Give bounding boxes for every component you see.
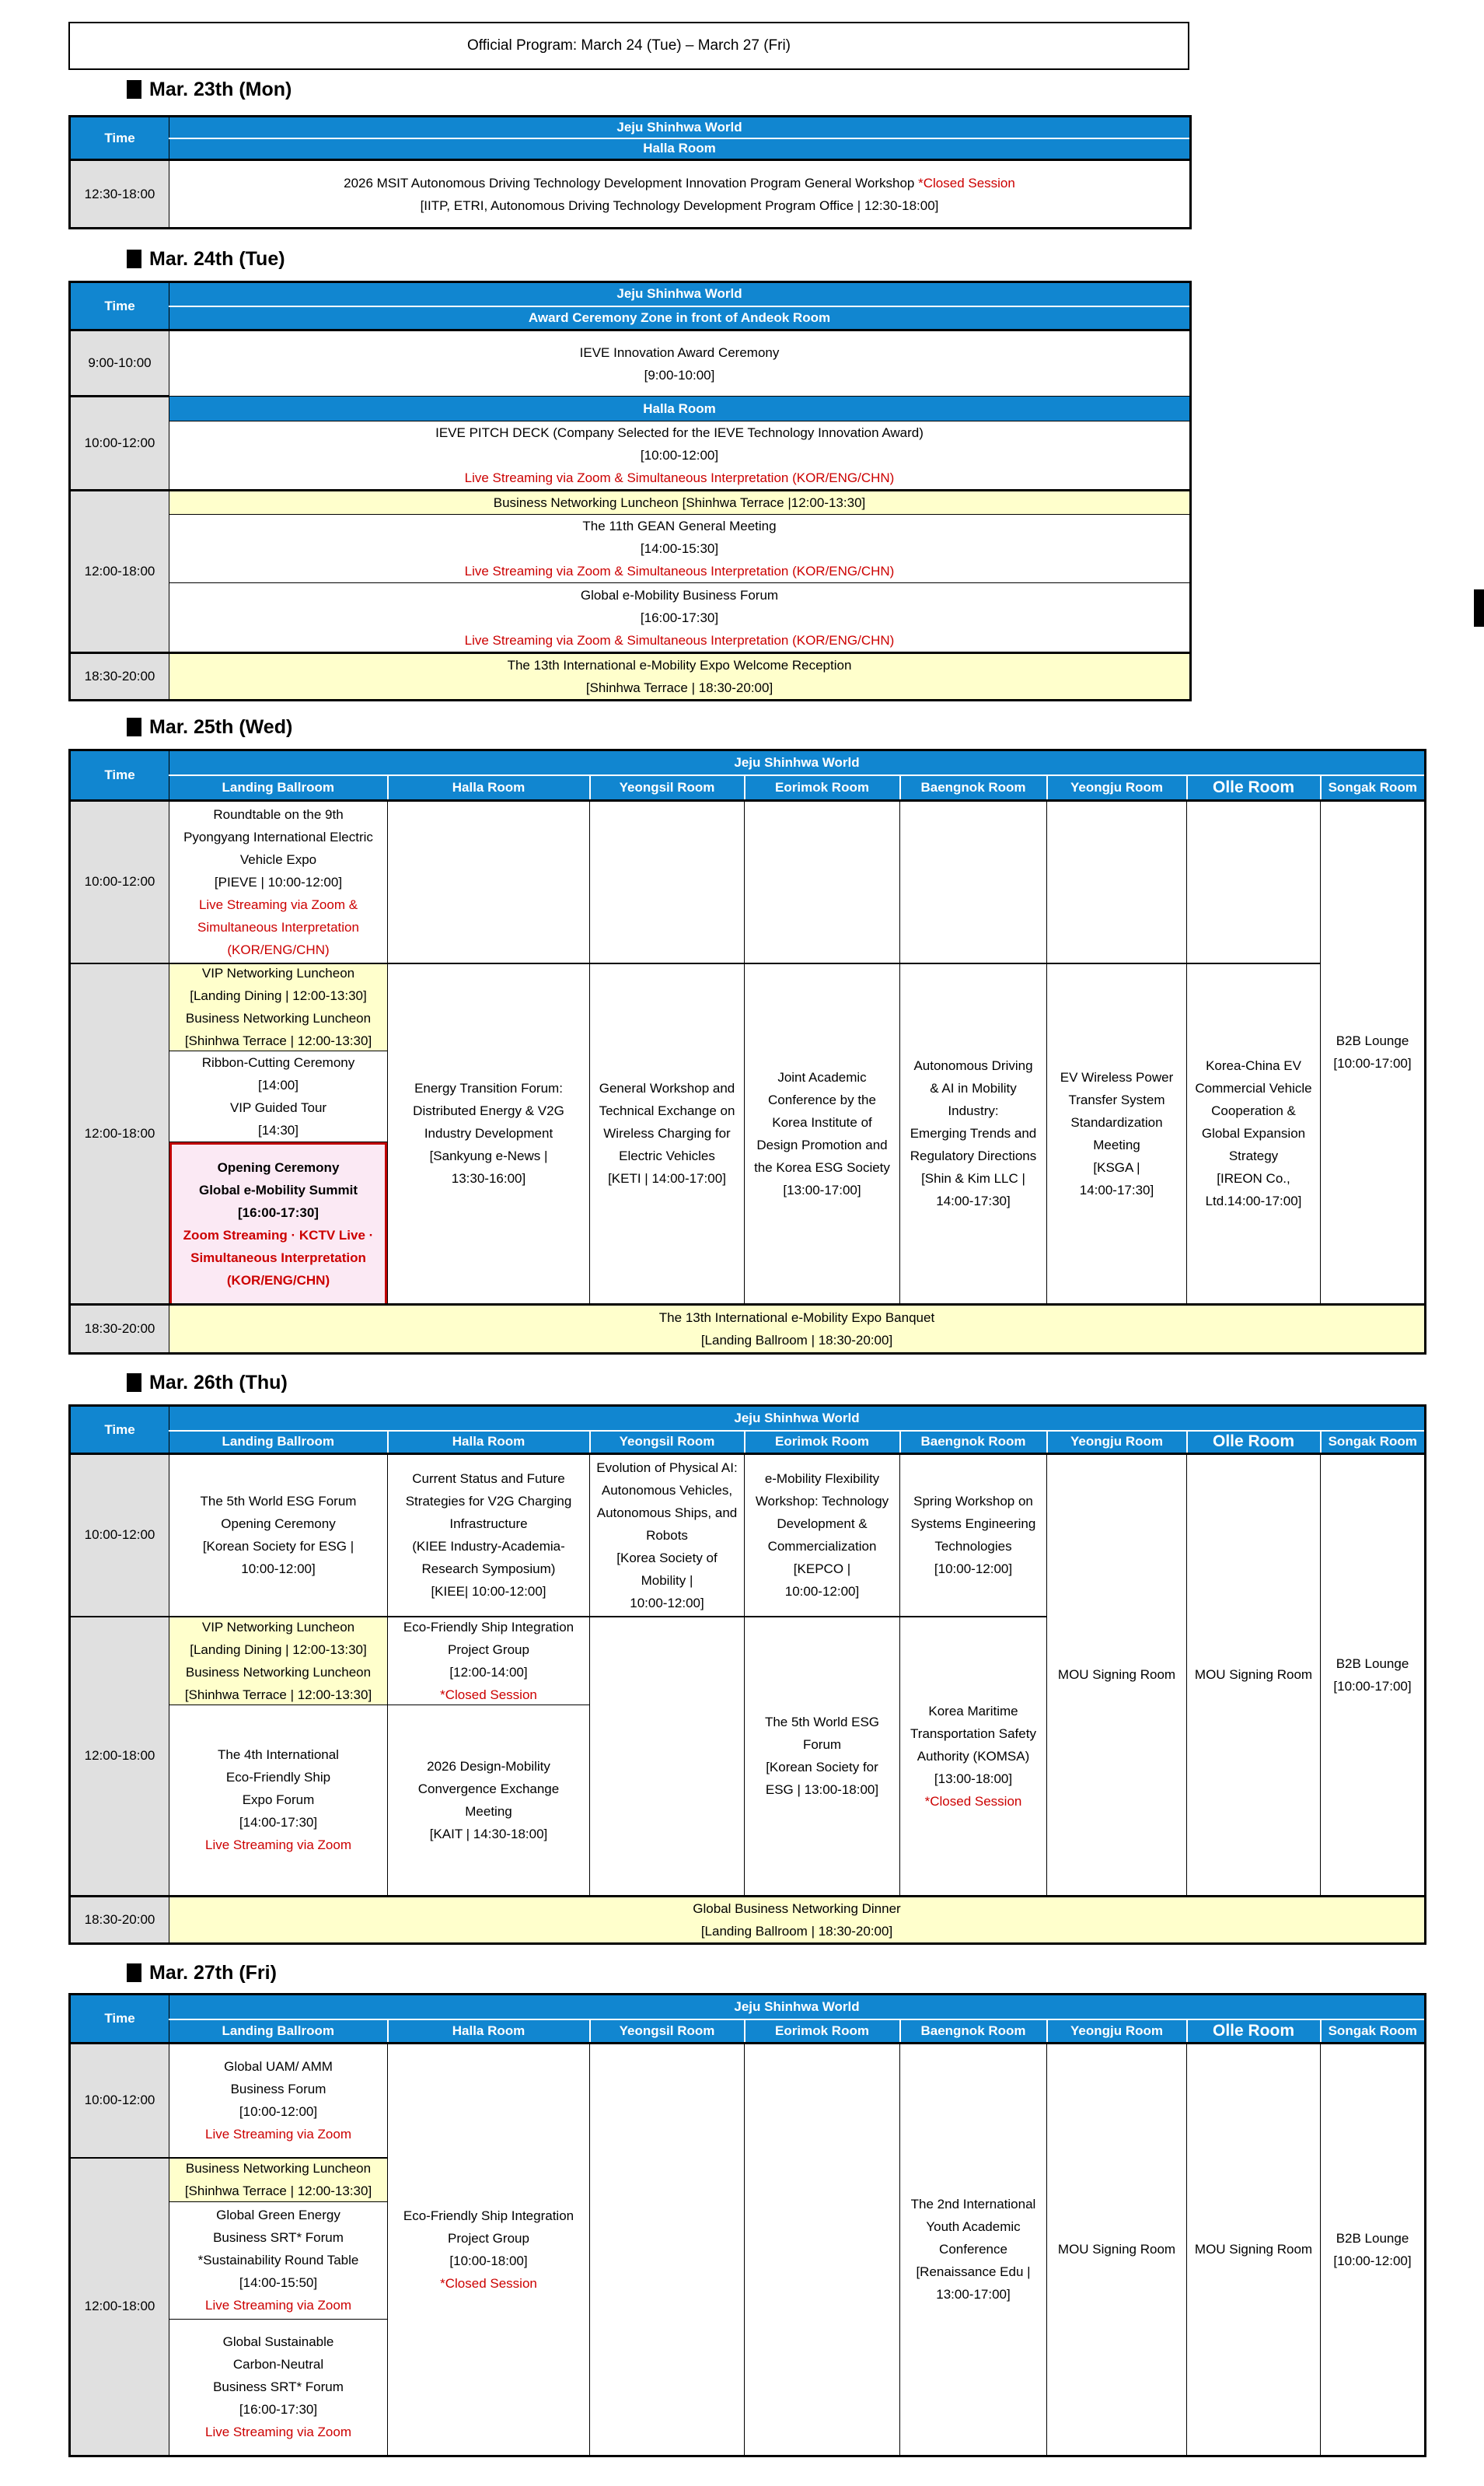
empty-cell <box>1187 801 1321 963</box>
text-line: MOU Signing Room <box>1057 2242 1176 2257</box>
text-line: Commercialization <box>767 1539 877 1554</box>
room-header-yeongsil: Yeongsil Room <box>590 2019 745 2044</box>
event-cell-b2b-lounge <box>1321 801 1426 1305</box>
text-line: e-Mobility Flexibility <box>764 1471 880 1487</box>
venue-header: Jeju Shinhwa World <box>169 282 1191 306</box>
time-column-header: Time <box>70 282 169 330</box>
halla-room-stack <box>388 1617 590 1897</box>
event-cell-eco-ship-expo-forum <box>169 1705 387 1895</box>
text-line: [10:00-12:00] <box>1333 2253 1412 2268</box>
text-line: Electric Vehicles <box>619 1149 715 1163</box>
text-line: Opening Ceremony <box>221 1516 336 1532</box>
text-line: [KSGA | <box>1093 1159 1140 1175</box>
time-cell: 12:00-18:00 <box>70 963 169 1305</box>
text-line: The 13th International e-Mobility Expo Banquet <box>658 1309 935 1325</box>
room-header-landing: Landing Ballroom <box>169 775 388 801</box>
venue-header: Jeju Shinhwa World <box>169 117 1191 138</box>
text-line: the Korea ESG Society <box>754 1159 890 1175</box>
text-line: Project Group <box>448 1642 529 1657</box>
text-line: [Sankyung e-News | <box>429 1149 548 1163</box>
room-header-songak: Songak Room <box>1321 2019 1426 2044</box>
time-cell: 10:00-12:00 <box>70 801 169 963</box>
venue-header: Jeju Shinhwa World <box>169 750 1426 775</box>
room-header-halla: Halla Room <box>388 775 590 801</box>
event-cell-ribbon-cutting <box>169 1051 387 1142</box>
text-line: [KAIT | 14:30-18:00] <box>429 1826 548 1841</box>
landing-ballroom-stack <box>169 2158 388 2456</box>
text-line: [10:00-17:00] <box>1333 1678 1412 1694</box>
text-line: [10:00-18:00] <box>449 2253 528 2268</box>
empty-cell <box>388 801 590 963</box>
text-line: The 4th International <box>218 1747 339 1762</box>
text-line: Autonomous Ships, and <box>596 1505 738 1520</box>
text-line: [14:30] <box>258 1122 299 1138</box>
room-header-eorimok: Eorimok Room <box>745 775 900 801</box>
text-line: Joint Academic <box>777 1069 867 1085</box>
event-cell-korea-china-ev <box>1187 963 1321 1305</box>
text-line: Cooperation & <box>1211 1103 1296 1118</box>
text-line: The 11th GEAN General Meeting <box>582 519 777 533</box>
text-line: [14:00-15:30] <box>640 541 719 556</box>
text-line: Korea-China EV <box>1206 1058 1301 1073</box>
event-cell-wireless-charging-workshop <box>590 963 745 1305</box>
text-line: Regulatory Directions <box>910 1149 1037 1163</box>
text-line: Simultaneous Interpretation <box>190 1250 366 1265</box>
square-bullet-icon <box>127 718 141 736</box>
text-line: Transfer System <box>1068 1092 1165 1107</box>
text-line: Development & <box>777 1516 868 1532</box>
event-cell-opening-ceremony <box>169 1142 387 1303</box>
event-cell-v2g-charging-status <box>388 1454 590 1617</box>
text-line: [IITP, ETRI, Autonomous Driving Technology Development Program Office | 12:30-18:00] <box>420 198 939 213</box>
text-line: Distributed Energy & V2G <box>413 1103 564 1118</box>
text-line: Live Streaming via Zoom & Simultaneous Interpretation (KOR/ENG/CHN) <box>464 470 895 485</box>
time-cell: 10:00-12:00 <box>70 2044 169 2158</box>
text-line: Conference <box>939 2242 1007 2257</box>
text-line: ESG | 13:00-18:00] <box>765 1782 879 1797</box>
text-line: Live Streaming via Zoom <box>204 2425 352 2439</box>
room-header-olle: Olle Room <box>1187 775 1321 801</box>
time-cell: 12:00-18:00 <box>70 491 169 653</box>
text-line: Project Group <box>448 2230 529 2246</box>
event-cell-emobility-flexibility <box>745 1454 900 1617</box>
text-line: IEVE PITCH DECK (Company Selected for the IEVE Technology Innovation Award) <box>435 425 924 440</box>
text-line: MOU Signing Room <box>1194 2242 1313 2257</box>
text-line: Live Streaming via Zoom <box>204 2127 352 2142</box>
text-line: [KETI | 14:00-17:00] <box>608 1171 726 1186</box>
room-header-halla: Halla Room <box>388 2019 590 2044</box>
text-line: Simultaneous Interpretation <box>197 919 359 935</box>
text-line: B2B Lounge <box>1336 1656 1409 1671</box>
room-header-landing: Landing Ballroom <box>169 2019 388 2044</box>
text-line: [Landing Dining | 12:00-13:30] <box>190 988 367 1003</box>
text-line: [10:00-12:00] <box>934 1561 1013 1577</box>
text-line: *Sustainability Round Table <box>197 2253 359 2267</box>
text-line: Evolution of Physical AI: <box>596 1460 738 1475</box>
text-line: Business SRT* Forum <box>213 2379 344 2394</box>
room-header-yeongju: Yeongju Room <box>1047 2019 1187 2044</box>
event-cell-youth-academic-conference <box>900 2044 1047 2456</box>
event-cell-mou-signing-olle <box>1187 1454 1321 1897</box>
text-line: Transportation Safety <box>910 1726 1036 1741</box>
day-heading-mar25 <box>127 715 292 739</box>
text-line: Global UAM/ AMM <box>224 2059 333 2075</box>
text-line: [KEPCO | <box>793 1561 851 1577</box>
text-line: Autonomous Vehicles, <box>601 1482 733 1498</box>
text-line: [PIEVE | 10:00-12:00] <box>214 874 343 890</box>
event-cell-esg-forum-opening <box>169 1454 388 1617</box>
text-line: Meeting <box>465 1803 512 1819</box>
time-column-header: Time <box>70 750 169 801</box>
text-line: General Workshop and <box>599 1081 735 1096</box>
text-line: *Closed Session <box>440 1687 537 1702</box>
text-line: Infrastructure <box>449 1516 528 1532</box>
text-line: & AI in Mobility <box>930 1081 1017 1096</box>
event-cell-green-energy-srt-forum <box>169 2202 387 2320</box>
text-line: 14:00-17:30] <box>1079 1182 1154 1198</box>
event-cell-mou-signing-olle <box>1187 2044 1321 2456</box>
event-cell-energy-transition-forum <box>388 963 590 1305</box>
event-cell-networking-luncheon <box>169 2159 387 2202</box>
room-header-yeongsil: Yeongsil Room <box>590 1431 745 1454</box>
text-line: Systems Engineering <box>910 1516 1036 1532</box>
text-line: Global Expansion <box>1201 1126 1306 1141</box>
room-header-baengnok: Baengnok Room <box>900 2019 1047 2044</box>
text-line: Convergence Exchange <box>417 1781 560 1796</box>
time-column-header: Time <box>70 1406 169 1454</box>
text-line: Youth Academic <box>926 2219 1021 2235</box>
text-line: Research Symposium) <box>421 1561 556 1577</box>
text-line: Current Status and Future <box>412 1471 565 1487</box>
time-cell: 18:30-20:00 <box>70 653 169 701</box>
schedule-table-mar25 <box>68 749 1426 1355</box>
text-line: Carbon-Neutral <box>232 2357 324 2372</box>
text-line: [Korea Society of <box>616 1550 718 1565</box>
room-header-eorimok: Eorimok Room <box>745 1431 900 1454</box>
text-line: 10:00-12:00] <box>784 1584 860 1600</box>
text-line: [Landing Ballroom | 18:30-20:00] <box>700 1332 893 1348</box>
text-line: 14:00-17:30] <box>936 1194 1011 1208</box>
text-line: MOU Signing Room <box>1057 1667 1176 1683</box>
text-line: Strategy <box>1228 1149 1279 1163</box>
text-line: VIP Networking Luncheon <box>201 966 355 981</box>
text-line: [10:00-17:00] <box>1333 1056 1412 1072</box>
text-line: Eco-Friendly Ship Integration <box>403 2208 574 2223</box>
event-cell-world-esg-forum <box>745 1617 900 1897</box>
text-line: MOU Signing Room <box>1194 1667 1313 1683</box>
event-cell-autonomous-driving-ai <box>900 963 1047 1305</box>
text-line: Design Promotion and <box>756 1137 888 1152</box>
text-line: [9:00-10:00] <box>644 367 715 383</box>
time-cell: 10:00-12:00 <box>70 1454 169 1617</box>
time-cell: 12:00-18:00 <box>70 1617 169 1897</box>
schedule-table-mar27 <box>68 1993 1426 2457</box>
event-cell-emobility-business-forum <box>169 583 1191 653</box>
time-cell: 10:00-12:00 <box>70 397 169 491</box>
text-line: The 5th World ESG Forum <box>200 1494 357 1509</box>
text-line: Strategies for V2G Charging <box>405 1494 572 1509</box>
text-line: Forum <box>802 1737 842 1752</box>
room-header-yeongju: Yeongju Room <box>1047 1431 1187 1454</box>
text-line: B2B Lounge <box>1336 2230 1409 2246</box>
text-line: Workshop: Technology <box>755 1494 889 1509</box>
text-line: The 2nd International <box>910 2197 1036 2212</box>
day-heading-text: Mar. 23th (Mon) <box>149 78 292 100</box>
text-line: Eco-Friendly Ship Integration <box>403 1619 574 1635</box>
day-heading-mar27 <box>127 1961 277 1984</box>
room-header-yeongsil: Yeongsil Room <box>590 775 745 801</box>
text-line: [Landing Dining | 12:00-13:30] <box>190 1642 367 1657</box>
text-line: EV Wireless Power <box>1060 1069 1174 1085</box>
event-cell-eco-ship-project-group <box>388 2044 590 2456</box>
text-line: Emerging Trends and <box>910 1126 1037 1141</box>
text-line: B2B Lounge <box>1336 1033 1409 1049</box>
square-bullet-icon <box>127 1963 141 1982</box>
text-line: The 5th World ESG <box>764 1715 880 1729</box>
text-line: Live Streaming via Zoom & Simultaneous Interpretation (KOR/ENG/CHN) <box>464 564 895 579</box>
text-line: Business Forum <box>230 2082 326 2097</box>
room-band-halla: Halla Room <box>169 397 1191 421</box>
schedule-table-mar26 <box>68 1404 1426 1945</box>
text-line: Commercial Vehicle <box>1195 1081 1312 1096</box>
text-line: (KIEE Industry-Academia- <box>412 1539 565 1554</box>
text-line: Live Streaming via Zoom & <box>198 897 358 912</box>
text-line: 10:00-12:00] <box>630 1595 704 1610</box>
text-line: [16:00-17:30] <box>239 2402 318 2417</box>
text-line: Vehicle Expo <box>239 851 317 867</box>
schedule-table-mar24 <box>68 281 1192 701</box>
text-line: Mobility | <box>641 1572 693 1588</box>
text-line: Global Green Energy <box>216 2208 340 2222</box>
text-line: *Closed Session <box>440 2275 537 2291</box>
text-line: [IREON Co., <box>1217 1171 1290 1186</box>
text-line: [16:00-17:30] <box>640 610 719 625</box>
time-cell: 12:00-18:00 <box>70 2158 169 2456</box>
text-line: [KIEE| 10:00-12:00] <box>431 1584 546 1600</box>
text-line: Technical Exchange on <box>599 1103 735 1118</box>
event-cell-komsa <box>900 1617 1047 1897</box>
landing-ballroom-stack <box>169 963 388 1305</box>
text-line: Global e-Mobility Summit <box>198 1182 358 1198</box>
screen-edge-artifact <box>1474 589 1484 627</box>
day-heading-mar26 <box>127 1371 288 1394</box>
event-cell-systems-engineering-workshop <box>900 1454 1047 1617</box>
text-line: Industry Development <box>424 1126 553 1141</box>
text-line: IEVE Innovation Award Ceremony <box>579 344 780 360</box>
room-header-eorimok: Eorimok Room <box>745 2019 900 2044</box>
event-cell-msit-workshop <box>169 160 1191 229</box>
text-line: Autonomous Driving <box>913 1058 1033 1073</box>
room-header-baengnok: Baengnok Room <box>900 1431 1047 1454</box>
text-line: [Shinhwa Terrace | 12:00-13:30] <box>184 1687 372 1702</box>
text-line: [Landing Ballroom | 18:30-20:00] <box>700 1923 893 1939</box>
text-line: [14:00] <box>258 1077 299 1093</box>
text-line: Authority (KOMSA) <box>917 1748 1030 1764</box>
time-cell: 9:00-10:00 <box>70 330 169 397</box>
text-line: [13:00-17:00] <box>783 1182 861 1198</box>
empty-cell <box>590 2044 745 2456</box>
empty-cell <box>590 801 745 963</box>
text-line: 13:00-17:00] <box>936 2287 1011 2302</box>
event-cell-vip-luncheon <box>169 964 387 1051</box>
text-line: Technologies <box>934 1539 1012 1554</box>
text-line: 10:00-12:00] <box>241 1561 316 1577</box>
text-line: Pyongyang International Electric <box>183 829 373 844</box>
event-cell-ev-wireless-power <box>1047 963 1187 1305</box>
text-line: Opening Ceremony <box>217 1159 340 1175</box>
day-heading-text: Mar. 27th (Fri) <box>149 1961 277 1984</box>
text-line: Spring Workshop on <box>913 1494 1033 1509</box>
empty-cell <box>590 1617 745 1897</box>
text-line: Korea Maritime <box>928 1703 1018 1719</box>
day-heading-text: Mar. 26th (Thu) <box>149 1371 288 1393</box>
event-cell-vip-luncheon <box>169 1617 387 1705</box>
official-program-banner <box>68 22 1189 70</box>
day-heading-mar23 <box>127 78 292 101</box>
text-line: [14:00-17:30] <box>239 1815 318 1830</box>
event-cell-joint-academic-conference <box>745 963 900 1305</box>
event-cell-b2b-lounge <box>1321 2044 1426 2456</box>
text-line: *Closed Session <box>924 1793 1022 1809</box>
event-cell-networking-luncheon <box>169 491 1191 515</box>
text-line <box>171 172 1188 194</box>
day-heading-text: Mar. 24th (Tue) <box>149 247 285 270</box>
schedule-table-mar23 <box>68 115 1192 229</box>
text-segment: *Closed Session <box>918 175 1015 191</box>
text-line: [Shin & Kim LLC | <box>921 1171 1025 1186</box>
zone-header-award-ceremony: Award Ceremony Zone in front of Andeok Room <box>169 306 1191 330</box>
text-line: Business Networking Luncheon <box>185 2161 372 2176</box>
text-line: [10:00-12:00] <box>239 2104 318 2120</box>
text-line: [Shinhwa Terrace | 12:00-13:30] <box>184 1033 372 1048</box>
text-line: (KOR/ENG/CHN) <box>227 942 330 957</box>
event-cell-eco-ship-project-group <box>388 1617 589 1705</box>
event-cell-mou-signing-yeongju <box>1047 2044 1187 2456</box>
text-line: Roundtable on the 9th <box>213 806 344 822</box>
text-line: [Korean Society for <box>766 1760 878 1774</box>
text-line: [16:00-17:30] <box>238 1205 319 1220</box>
text-line: [12:00-14:00] <box>449 1664 528 1680</box>
room-header-baengnok: Baengnok Room <box>900 775 1047 801</box>
event-cell-welcome-reception <box>169 653 1191 701</box>
text-line: Live Streaming via Zoom <box>204 1837 352 1852</box>
event-cell-uam-amm-forum <box>169 2044 388 2158</box>
text-line: Ltd.14:00-17:00] <box>1205 1194 1302 1208</box>
text-line: Eco-Friendly Ship <box>225 1770 331 1785</box>
time-column-header: Time <box>70 117 169 160</box>
text-line: Live Streaming via Zoom <box>204 2298 352 2313</box>
venue-header: Jeju Shinhwa World <box>169 1995 1426 2019</box>
square-bullet-icon <box>127 80 141 99</box>
text-line: Zoom Streaming · KCTV Live · <box>183 1227 374 1243</box>
text-line: [Shinhwa Terrace | 12:00-13:30] <box>184 2184 372 2198</box>
text-line: (KOR/ENG/CHN) <box>226 1272 330 1288</box>
event-cell-gean-meeting <box>169 515 1191 583</box>
text-line: Korea Institute of <box>772 1114 872 1130</box>
room-header-landing: Landing Ballroom <box>169 1431 388 1454</box>
time-cell: 18:30-20:00 <box>70 1304 169 1353</box>
event-cell-ieve-pitch-deck <box>169 421 1191 491</box>
room-header-halla: Halla Room <box>169 138 1191 160</box>
time-cell: 12:30-18:00 <box>70 160 169 229</box>
text-line: Industry: <box>948 1103 999 1118</box>
event-cell-award-ceremony <box>169 330 1191 397</box>
room-header-olle: Olle Room <box>1187 1431 1321 1454</box>
text-line: [Renaissance Edu | <box>916 2264 1031 2280</box>
text-line: 13:30-16:00] <box>451 1171 526 1186</box>
event-cell-expo-banquet <box>169 1304 1426 1353</box>
landing-ballroom-stack <box>169 1617 388 1897</box>
room-header-yeongju: Yeongju Room <box>1047 775 1187 801</box>
event-cell-networking-dinner <box>169 1896 1426 1943</box>
text-line: The 13th International e-Mobility Expo Welcome Reception <box>507 658 852 673</box>
text-line: Business SRT* Forum <box>213 2230 344 2245</box>
time-column-header: Time <box>70 1995 169 2044</box>
day-heading-text: Mar. 25th (Wed) <box>149 715 293 738</box>
text-line: Global Sustainable <box>222 2334 334 2349</box>
text-line: Business Networking Luncheon <box>185 1011 372 1026</box>
text-line: [10:00-12:00] <box>640 448 719 463</box>
square-bullet-icon <box>127 1373 141 1392</box>
text-line: Robots <box>646 1527 688 1543</box>
text-line: Wireless Charging for <box>603 1126 731 1141</box>
room-header-olle: Olle Room <box>1187 2019 1321 2044</box>
text-line: Meeting <box>1093 1137 1140 1152</box>
text-line: Business Networking Luncheon [Shinhwa Terrace |12:00-13:30] <box>493 495 866 510</box>
text-line: Global e-Mobility Business Forum <box>580 587 779 603</box>
venue-header: Jeju Shinhwa World <box>169 1406 1426 1431</box>
text-segment: 2026 MSIT Autonomous Driving Technology Development Innovation Program General Workshop <box>344 175 919 191</box>
event-cell-mou-signing-yeongju <box>1047 1454 1187 1897</box>
event-cell-carbon-neutral-srt-forum <box>169 2320 387 2455</box>
official-program-text: Official Program: March 24 (Tue) – March 27 (Fri) <box>467 37 791 54</box>
text-line: Business Networking Luncheon <box>185 1664 372 1680</box>
text-line: [14:00-15:50] <box>239 2275 318 2290</box>
text-line: Standardization <box>1070 1114 1163 1130</box>
text-line: Global Business Networking Dinner <box>693 1900 901 1916</box>
text-line: Expo Forum <box>242 1792 315 1807</box>
room-header-halla: Halla Room <box>388 1431 590 1454</box>
text-line: [Korean Society for ESG | <box>202 1539 354 1554</box>
text-line: [Shinhwa Terrace | 18:30-20:00] <box>585 680 773 695</box>
room-header-songak: Songak Room <box>1321 775 1426 801</box>
text-line: Live Streaming via Zoom & Simultaneous Interpretation (KOR/ENG/CHN) <box>464 632 895 648</box>
text-line: VIP Networking Luncheon <box>201 1619 355 1635</box>
event-cell-design-mobility-meeting <box>388 1705 589 1895</box>
text-line: Conference by the <box>768 1092 876 1107</box>
text-line: 2026 Design-Mobility <box>427 1758 550 1774</box>
event-cell-b2b-lounge <box>1321 1454 1426 1897</box>
square-bullet-icon <box>127 250 141 268</box>
day-heading-mar24 <box>127 247 285 271</box>
empty-cell <box>1047 801 1187 963</box>
text-line: [13:00-18:00] <box>934 1771 1013 1786</box>
room-header-songak: Songak Room <box>1321 1431 1426 1454</box>
text-line: Ribbon-Cutting Ceremony <box>201 1054 355 1070</box>
empty-cell <box>745 2044 900 2456</box>
empty-cell <box>900 801 1047 963</box>
text-line: VIP Guided Tour <box>229 1100 327 1115</box>
empty-cell <box>745 801 900 963</box>
event-cell-physical-ai-evolution <box>590 1454 745 1617</box>
event-cell-pieve-roundtable <box>169 801 388 963</box>
time-cell: 18:30-20:00 <box>70 1896 169 1943</box>
text-line: Energy Transition Forum: <box>414 1081 563 1096</box>
